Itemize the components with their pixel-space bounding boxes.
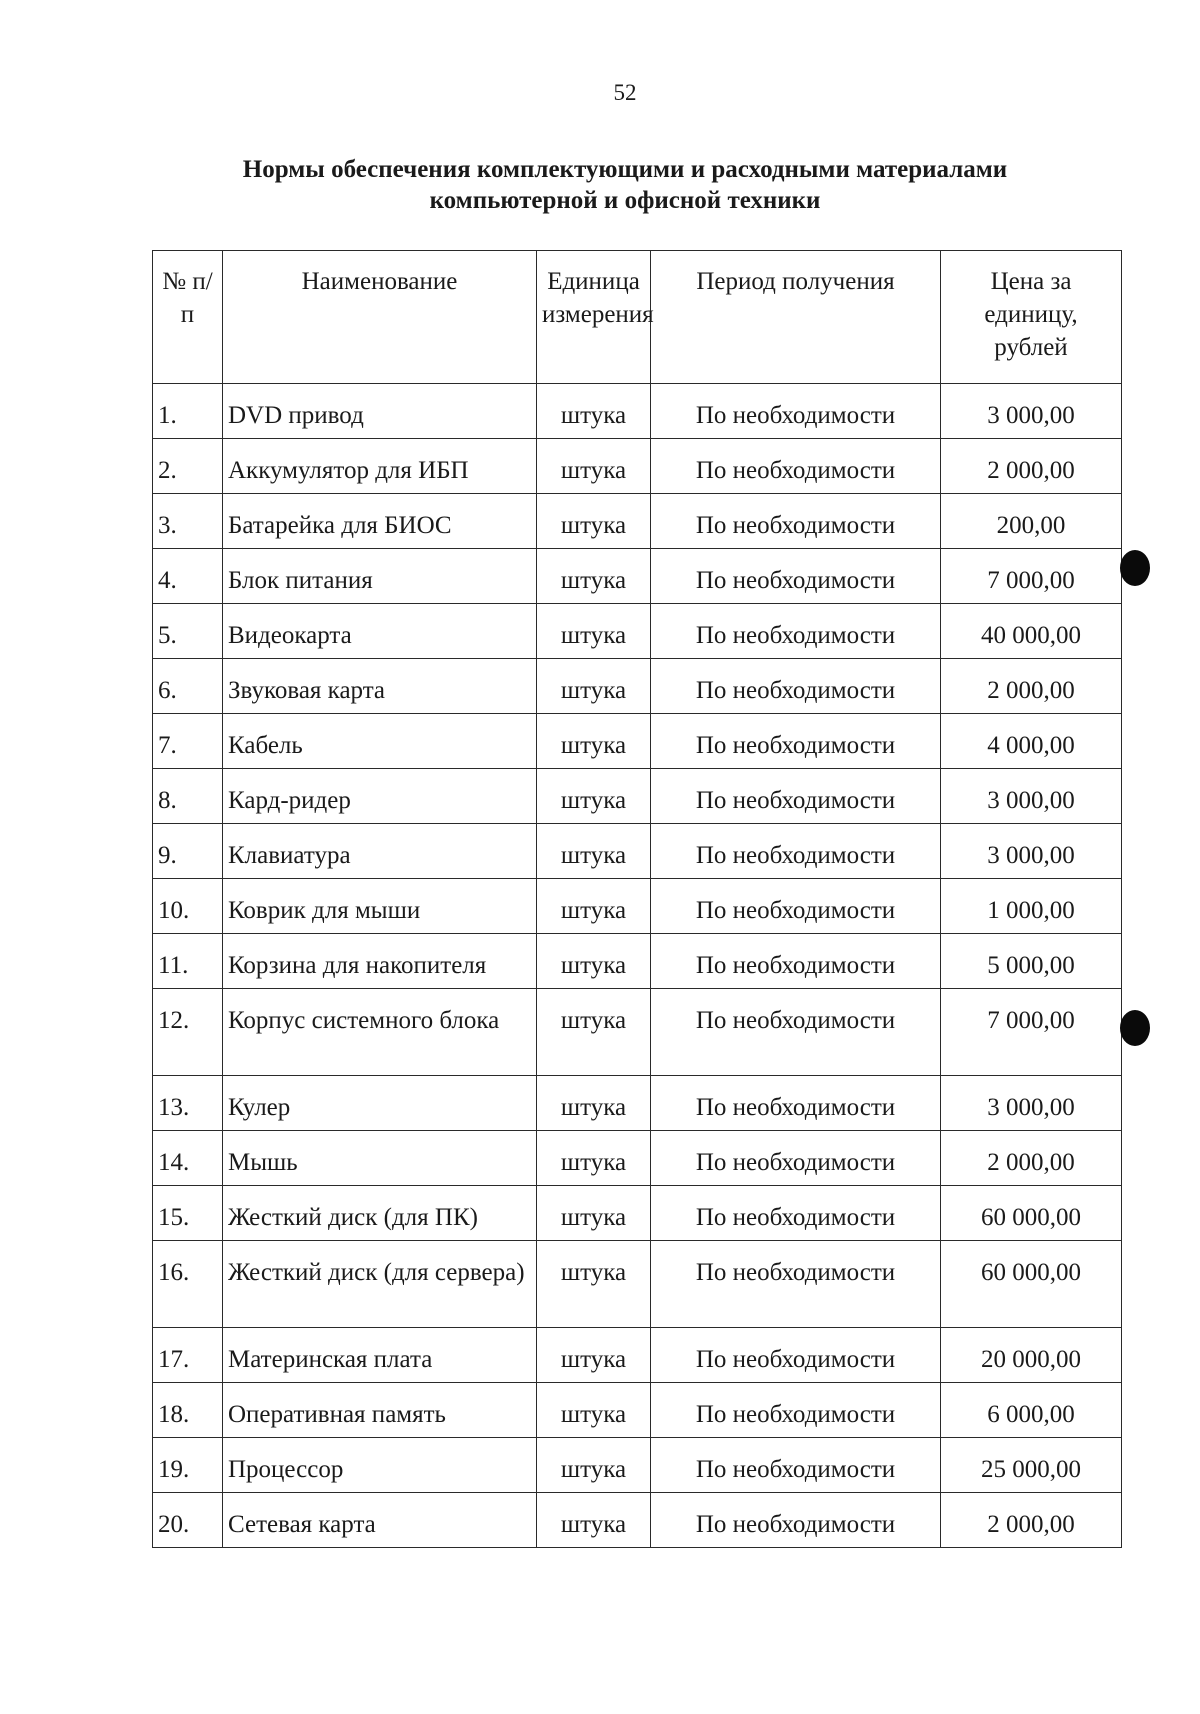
cell-unit: штука bbox=[537, 824, 651, 879]
cell-price: 6 000,00 bbox=[941, 1383, 1122, 1438]
cell-price: 3 000,00 bbox=[941, 384, 1122, 439]
table-row bbox=[153, 1131, 1122, 1186]
cell-number: 10. bbox=[153, 879, 223, 934]
cell-number: 13. bbox=[153, 1076, 223, 1131]
table-row bbox=[153, 769, 1122, 824]
header-price: Цена за единицу, рублей bbox=[941, 251, 1122, 384]
cell-name: Блок питания bbox=[223, 549, 537, 604]
table-row bbox=[153, 824, 1122, 879]
cell-name: Мышь bbox=[223, 1131, 537, 1186]
cell-price: 3 000,00 bbox=[941, 824, 1122, 879]
cell-period: По необходимости bbox=[651, 384, 941, 439]
cell-period: По необходимости bbox=[651, 604, 941, 659]
cell-period: По необходимости bbox=[651, 494, 941, 549]
cell-name: Корзина для накопителя bbox=[223, 934, 537, 989]
cell-name: Кабель bbox=[223, 714, 537, 769]
cell-price: 7 000,00 bbox=[941, 989, 1122, 1076]
cell-price: 2 000,00 bbox=[941, 659, 1122, 714]
cell-unit: штука bbox=[537, 1241, 651, 1328]
table-row bbox=[153, 879, 1122, 934]
cell-unit: штука bbox=[537, 1186, 651, 1241]
cell-period: По необходимости bbox=[651, 549, 941, 604]
cell-name: Оперативная память bbox=[223, 1383, 537, 1438]
cell-name: Кард-ридер bbox=[223, 769, 537, 824]
cell-unit: штука bbox=[537, 1438, 651, 1493]
table-row bbox=[153, 1241, 1122, 1328]
punch-hole-mark bbox=[1120, 1010, 1150, 1046]
cell-period: По необходимости bbox=[651, 879, 941, 934]
cell-name: Сетевая карта bbox=[223, 1493, 537, 1548]
cell-number: 3. bbox=[153, 494, 223, 549]
cell-number: 19. bbox=[153, 1438, 223, 1493]
cell-unit: штука bbox=[537, 384, 651, 439]
cell-period: По необходимости bbox=[651, 934, 941, 989]
cell-unit: штука bbox=[537, 494, 651, 549]
cell-unit: штука bbox=[537, 1328, 651, 1383]
norms-table bbox=[152, 250, 1122, 1548]
cell-price: 2 000,00 bbox=[941, 1493, 1122, 1548]
cell-number: 9. bbox=[153, 824, 223, 879]
cell-price: 1 000,00 bbox=[941, 879, 1122, 934]
cell-number: 20. bbox=[153, 1493, 223, 1548]
cell-number: 1. bbox=[153, 384, 223, 439]
cell-price: 25 000,00 bbox=[941, 1438, 1122, 1493]
cell-price: 60 000,00 bbox=[941, 1186, 1122, 1241]
cell-name: Видеокарта bbox=[223, 604, 537, 659]
cell-price: 4 000,00 bbox=[941, 714, 1122, 769]
page-number: 52 bbox=[613, 80, 637, 105]
document-title-line-1: Нормы обеспечения комплектующими и расходными материалами bbox=[242, 156, 1008, 183]
cell-period: По необходимости bbox=[651, 714, 941, 769]
cell-unit: штука bbox=[537, 1493, 651, 1548]
cell-period: По необходимости bbox=[651, 1131, 941, 1186]
table-row bbox=[153, 1328, 1122, 1383]
table-row bbox=[153, 1438, 1122, 1493]
cell-number: 17. bbox=[153, 1328, 223, 1383]
punch-hole-mark bbox=[1120, 550, 1150, 586]
cell-period: По необходимости bbox=[651, 1186, 941, 1241]
cell-unit: штука bbox=[537, 1076, 651, 1131]
cell-unit: штука bbox=[537, 879, 651, 934]
table-row bbox=[153, 1383, 1122, 1438]
table-row bbox=[153, 604, 1122, 659]
cell-number: 18. bbox=[153, 1383, 223, 1438]
table-header-row bbox=[153, 251, 1122, 384]
cell-price: 3 000,00 bbox=[941, 1076, 1122, 1131]
table-row bbox=[153, 549, 1122, 604]
cell-number: 8. bbox=[153, 769, 223, 824]
cell-number: 12. bbox=[153, 989, 223, 1076]
cell-price: 7 000,00 bbox=[941, 549, 1122, 604]
header-number: № п/п bbox=[153, 251, 223, 384]
cell-price: 3 000,00 bbox=[941, 769, 1122, 824]
cell-period: По необходимости bbox=[651, 989, 941, 1076]
cell-unit: штука bbox=[537, 1383, 651, 1438]
cell-name: Батарейка для БИОС bbox=[223, 494, 537, 549]
table-body bbox=[153, 384, 1122, 1548]
cell-unit: штука bbox=[537, 934, 651, 989]
table-row bbox=[153, 439, 1122, 494]
cell-period: По необходимости bbox=[651, 659, 941, 714]
cell-period: По необходимости bbox=[651, 1493, 941, 1548]
cell-unit: штука bbox=[537, 439, 651, 494]
cell-name: Кулер bbox=[223, 1076, 537, 1131]
table-row bbox=[153, 989, 1122, 1076]
table-row bbox=[153, 714, 1122, 769]
document-title bbox=[150, 154, 1100, 216]
cell-price: 2 000,00 bbox=[941, 439, 1122, 494]
cell-number: 5. bbox=[153, 604, 223, 659]
cell-name: Жесткий диск (для сервера) bbox=[223, 1241, 537, 1328]
cell-number: 2. bbox=[153, 439, 223, 494]
header-name: Наименование bbox=[223, 251, 537, 384]
cell-price: 60 000,00 bbox=[941, 1241, 1122, 1328]
cell-period: По необходимости bbox=[651, 1076, 941, 1131]
cell-price: 200,00 bbox=[941, 494, 1122, 549]
cell-name: DVD привод bbox=[223, 384, 537, 439]
cell-unit: штука bbox=[537, 989, 651, 1076]
header-unit: Единица измерения bbox=[537, 251, 651, 384]
cell-name: Корпус системного блока bbox=[223, 989, 537, 1076]
document-title-line-2: компьютерной и офисной техники bbox=[429, 187, 821, 214]
cell-number: 14. bbox=[153, 1131, 223, 1186]
table-row bbox=[153, 1186, 1122, 1241]
cell-name: Звуковая карта bbox=[223, 659, 537, 714]
table-row bbox=[153, 1493, 1122, 1548]
cell-period: По необходимости bbox=[651, 439, 941, 494]
cell-unit: штука bbox=[537, 714, 651, 769]
table-row bbox=[153, 494, 1122, 549]
cell-name: Материнская плата bbox=[223, 1328, 537, 1383]
cell-unit: штука bbox=[537, 769, 651, 824]
cell-period: По необходимости bbox=[651, 769, 941, 824]
cell-number: 15. bbox=[153, 1186, 223, 1241]
cell-period: По необходимости bbox=[651, 1241, 941, 1328]
table-row bbox=[153, 1076, 1122, 1131]
table-row bbox=[153, 384, 1122, 439]
cell-number: 16. bbox=[153, 1241, 223, 1328]
header-period: Период получения bbox=[651, 251, 941, 384]
table-row bbox=[153, 659, 1122, 714]
cell-unit: штука bbox=[537, 549, 651, 604]
cell-unit: штука bbox=[537, 659, 651, 714]
cell-unit: штука bbox=[537, 1131, 651, 1186]
cell-name: Коврик для мыши bbox=[223, 879, 537, 934]
cell-number: 11. bbox=[153, 934, 223, 989]
cell-price: 40 000,00 bbox=[941, 604, 1122, 659]
cell-period: По необходимости bbox=[651, 824, 941, 879]
cell-price: 5 000,00 bbox=[941, 934, 1122, 989]
cell-number: 4. bbox=[153, 549, 223, 604]
cell-price: 2 000,00 bbox=[941, 1131, 1122, 1186]
cell-price: 20 000,00 bbox=[941, 1328, 1122, 1383]
cell-name: Процессор bbox=[223, 1438, 537, 1493]
cell-period: По необходимости bbox=[651, 1438, 941, 1493]
table-row bbox=[153, 934, 1122, 989]
cell-unit: штука bbox=[537, 604, 651, 659]
cell-period: По необходимости bbox=[651, 1328, 941, 1383]
cell-name: Жесткий диск (для ПК) bbox=[223, 1186, 537, 1241]
cell-number: 7. bbox=[153, 714, 223, 769]
cell-name: Клавиатура bbox=[223, 824, 537, 879]
cell-name: Аккумулятор для ИБП bbox=[223, 439, 537, 494]
cell-number: 6. bbox=[153, 659, 223, 714]
cell-period: По необходимости bbox=[651, 1383, 941, 1438]
